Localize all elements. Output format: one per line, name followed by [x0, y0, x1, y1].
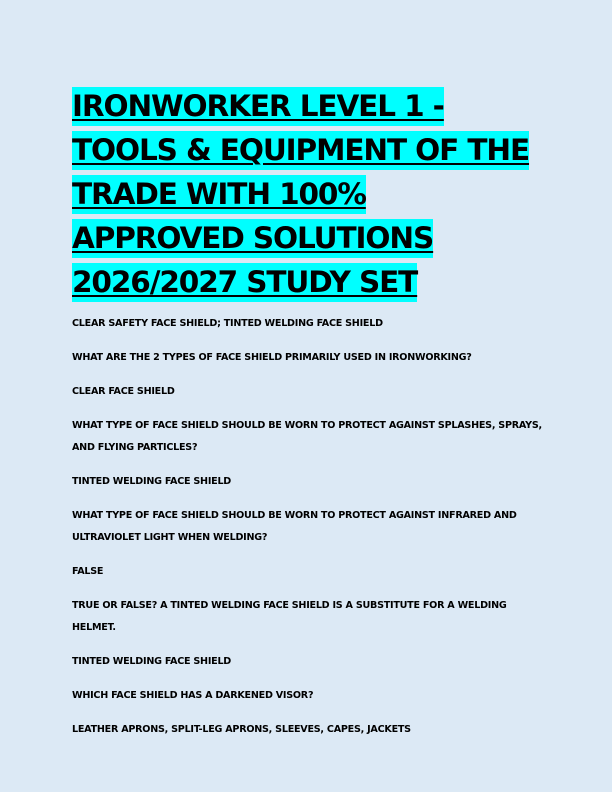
question-line: WHAT TYPE OF FACE SHIELD SHOULD BE WORN TO PROTECT AGAINST SPLASHES, SPRAYS, AND FLYING PARTICLES?	[72, 420, 542, 453]
document-page	[72, 84, 542, 753]
answer-line: TINTED WELDING FACE SHIELD	[72, 476, 232, 487]
answer-line: TINTED WELDING FACE SHIELD	[72, 656, 232, 667]
question-line: WHICH FACE SHIELD HAS A DARKENED VISOR?	[72, 690, 314, 701]
document-title	[72, 84, 542, 304]
answer-line: FALSE	[72, 566, 104, 577]
question-line: TRUE OR FALSE? A TINTED WELDING FACE SHIELD IS A SUBSTITUTE FOR A WELDING HELMET.	[72, 600, 507, 633]
answer-line: CLEAR FACE SHIELD	[72, 386, 175, 397]
question-line: WHAT ARE THE 2 TYPES OF FACE SHIELD PRIMARILY USED IN IRONWORKING?	[72, 352, 472, 363]
question-line: WHAT TYPE OF FACE SHIELD SHOULD BE WORN TO PROTECT AGAINST INFRARED AND ULTRAVIOLET LIGHT WHEN WELDING?	[72, 510, 517, 543]
answer-line: CLEAR SAFETY FACE SHIELD; TINTED WELDING FACE SHIELD	[72, 318, 383, 329]
title-highlight: IRONWORKER LEVEL 1 - TOOLS & EQUIPMENT OF THE TRADE WITH 100% APPROVED SOLUTIONS 2026/2027 STUDY SET	[72, 87, 529, 302]
answer-line: LEATHER APRONS, SPLIT-LEG APRONS, SLEEVES, CAPES, JACKETS	[72, 724, 411, 735]
study-set-list	[72, 313, 542, 741]
